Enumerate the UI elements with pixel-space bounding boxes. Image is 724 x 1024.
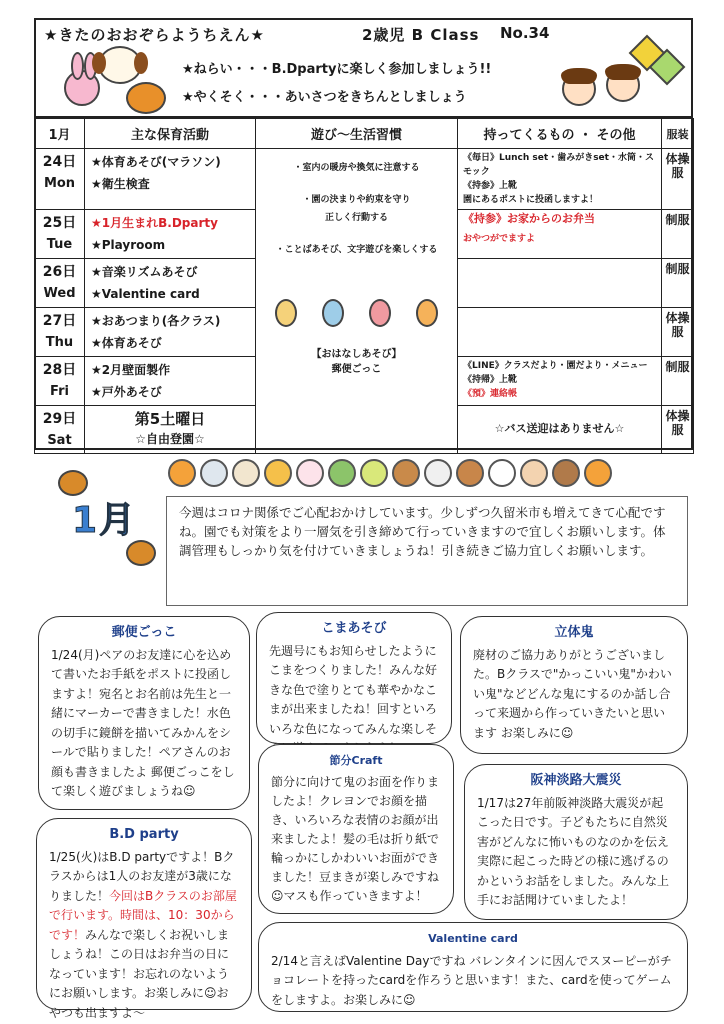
flower-icon (584, 459, 612, 487)
life-item: ・園の決まりや約束を守り 正しく行動する (302, 195, 411, 223)
dog-illustration (98, 46, 142, 84)
story-play: 【おはなしあそび】 郵便ごっこ (311, 349, 402, 375)
child-illustration (562, 72, 596, 106)
koma-bubble (256, 612, 452, 744)
rooster-icon (488, 459, 516, 487)
clothes-cell: 体操服 (662, 406, 694, 454)
bubble-body: 1/17は27年前阪神淡路大震災が起こった日です。子どもたちに自然災害がどんなに怖いものなのかを伝え実際に起こった時どの様に逃げるのかというお話をしました。みんな上手にお話聞けていましたよ！ (477, 795, 670, 907)
bring-cell: 《毎日》Lunch set・歯みがきset・水筒・スモック 《持参》上靴 園にあるポストに投函しますよ！ (458, 149, 662, 210)
bubble-title: 立体鬼 (554, 625, 594, 640)
school-name: ★きたのおおぞらようちえん★ (44, 26, 265, 44)
aim-text: ★ねらい・・・B.Dpartyに楽しく参加しましょう!! (182, 62, 492, 77)
activity-cell: 第5土曜日 ☆自由登園☆ (85, 406, 256, 454)
rabbit-icon (296, 459, 324, 487)
life-item: ・室内の暖房や換気に注意する (293, 163, 420, 173)
intro-message: 今週はコロナ関係でご心配おかけしています。少しずつ久留米市も増えてきて心配ですね。園でも対策をより一層気を引き締めて行っていきますので宜しくお願いします。体調管理もしっかり気を付けていきましょうね！引き続きご協力宜しくお願いします。 (166, 496, 688, 606)
bubble-title: B.D party (109, 827, 179, 842)
bubble-title: こまあそび (321, 621, 387, 636)
day-cell: 28日 Fri (35, 357, 85, 406)
flower-icon (168, 459, 196, 487)
yubin-bubble (38, 616, 250, 810)
activities-header: 主な保育活動 (85, 119, 256, 149)
bdparty-bubble (36, 818, 252, 1020)
monkey-icon (456, 459, 484, 487)
tiger-icon (264, 459, 292, 487)
table-header-row (35, 119, 694, 149)
bubble-title: 節分Craft (329, 754, 383, 767)
activity-cell: ★おあつまり(各クラス) ★体育あそび (85, 308, 256, 357)
snake-icon (360, 459, 388, 487)
bring-cell: 《LINE》クラスだより・園だより・メニュー 《持帰》上靴 《預》連絡帳 (458, 357, 662, 406)
class-name: 2歳児 B Class (362, 26, 480, 44)
weekly-schedule-table (34, 118, 694, 454)
bring-cell (458, 308, 662, 357)
bubble-body: 廃材のご協力ありがとうございました。Bクラスで"かっこいい鬼"かわいい鬼"などどんな鬼にするのか話し合って来週から作っていきたいと思います お楽しみに☺ (473, 647, 672, 740)
bring-cell: 《持参》お家からのお弁当 おやつがでますよ (458, 210, 662, 259)
rat-icon (200, 459, 228, 487)
life-item: ・ことばあそび、文字遊びを楽しくする (275, 245, 438, 255)
boar-icon (552, 459, 580, 487)
life-cell (256, 149, 458, 454)
bubble-title: 阪神淡路大震災 (530, 773, 622, 788)
clothes-cell: 体操服 (662, 149, 694, 210)
hanshin-bubble (464, 764, 688, 920)
setsubun-bubble (258, 744, 454, 914)
kids-playing-illustration (262, 273, 451, 327)
bring-header: 持ってくるもの ・ その他 (458, 119, 662, 149)
valentine-bubble (258, 922, 688, 1012)
activity-cell: ★2月壁面製作 ★戸外あそび (85, 357, 256, 406)
day-cell: 27日 Thu (35, 308, 85, 357)
ox-icon (232, 459, 260, 487)
bubble-body: 先週号にもお知らせしたようにこまをつくりました！みんな好きな色で塗りとても華やかなこまが出来ましたね！回すといろいろな色になってみんな楽しそ (269, 643, 438, 736)
bubble-body: 2/14と言えばValentine Dayですね バレンタインに因んでスヌーピーがチョコレートを持ったcardを作ろうと思います！また、cardを使ってゲームをしますよ。お楽しみに☺ (271, 953, 672, 1007)
bubble-body: 1/24(月)ペアのお友達に心を込めて書いたお手紙をポストに投函しますよ！宛名とお名前は先生と一緒にマーカーで書きました！水色の切手に鏡餅を描いてみかんをシールで貼りました！ペアさんのお顔も書きましたよ 郵便ごっこをして楽しく遊びましょうね☺ (51, 647, 235, 798)
clothes-cell: 制服 (662, 210, 694, 259)
clothes-header: 服装 (662, 119, 694, 149)
clothes-cell: 体操服 (662, 308, 694, 357)
promise-text: ★やくそく・・・あいさつをきちんとしましょう (182, 90, 467, 105)
bus-notice: ☆バス送迎はありません☆ (458, 406, 662, 454)
clothes-cell: 制服 (662, 357, 694, 406)
day-cell: 29日 Sat (35, 406, 85, 454)
bring-cell (458, 259, 662, 308)
sheep-icon (424, 459, 452, 487)
life-header: 遊び～生活習慣 (256, 119, 458, 149)
table-row (35, 149, 694, 210)
month-header: 1月 (35, 119, 85, 149)
month-badge (50, 470, 162, 566)
issue-number: No.34 (500, 24, 550, 42)
zodiac-animals-decoration (168, 455, 688, 491)
clothes-cell: 制服 (662, 259, 694, 308)
spinning-top-icon (126, 540, 156, 566)
activity-cell: ★音楽リズムあそび ★Valentine card (85, 259, 256, 308)
child-illustration (606, 68, 640, 102)
activity-cell: ★1月生まれB.Dparty ★Playroom (85, 210, 256, 259)
activity-cell: ★体育あそび(マラソン) ★衛生検査 (85, 149, 256, 210)
day-cell: 24日 Mon (35, 149, 85, 210)
day-cell: 25日 Tue (35, 210, 85, 259)
day-cell: 26日 Wed (35, 259, 85, 308)
header (34, 18, 693, 118)
bubble-body: 1/25(火)はB.D partyですよ！Bクラスからは1人のお友達が3歳になりました！今回はBクラスのお部屋で行います。時間は、10：30からです！みんなで楽しくお祝いしましょうね！この日はお弁当の日になっています！お忘れのないようにお願いします。お楽しみに☺おやつも出ますよ～ (49, 849, 237, 1020)
month-badge-text: 1月 (72, 500, 138, 541)
horse-icon (392, 459, 420, 487)
bunny-illustration (64, 70, 100, 106)
fox-illustration (126, 82, 166, 114)
rittai-bubble (460, 616, 688, 754)
bubble-title: 郵便ごっこ (111, 625, 177, 640)
dog-icon (520, 459, 548, 487)
kids-kite-illustration (554, 38, 684, 118)
dragon-icon (328, 459, 356, 487)
bubble-body: 節分に向けて鬼のお面を作りましたよ！クレヨンでお顔を描き、いろいろな表情のお顔が出来ましたよ！髪の毛は折り紙で輪っかにしかわいいお面ができました！豆まきが楽しみですね☺マスも作っていきますよ！ (271, 775, 440, 903)
bubble-title: Valentine card (428, 932, 518, 945)
